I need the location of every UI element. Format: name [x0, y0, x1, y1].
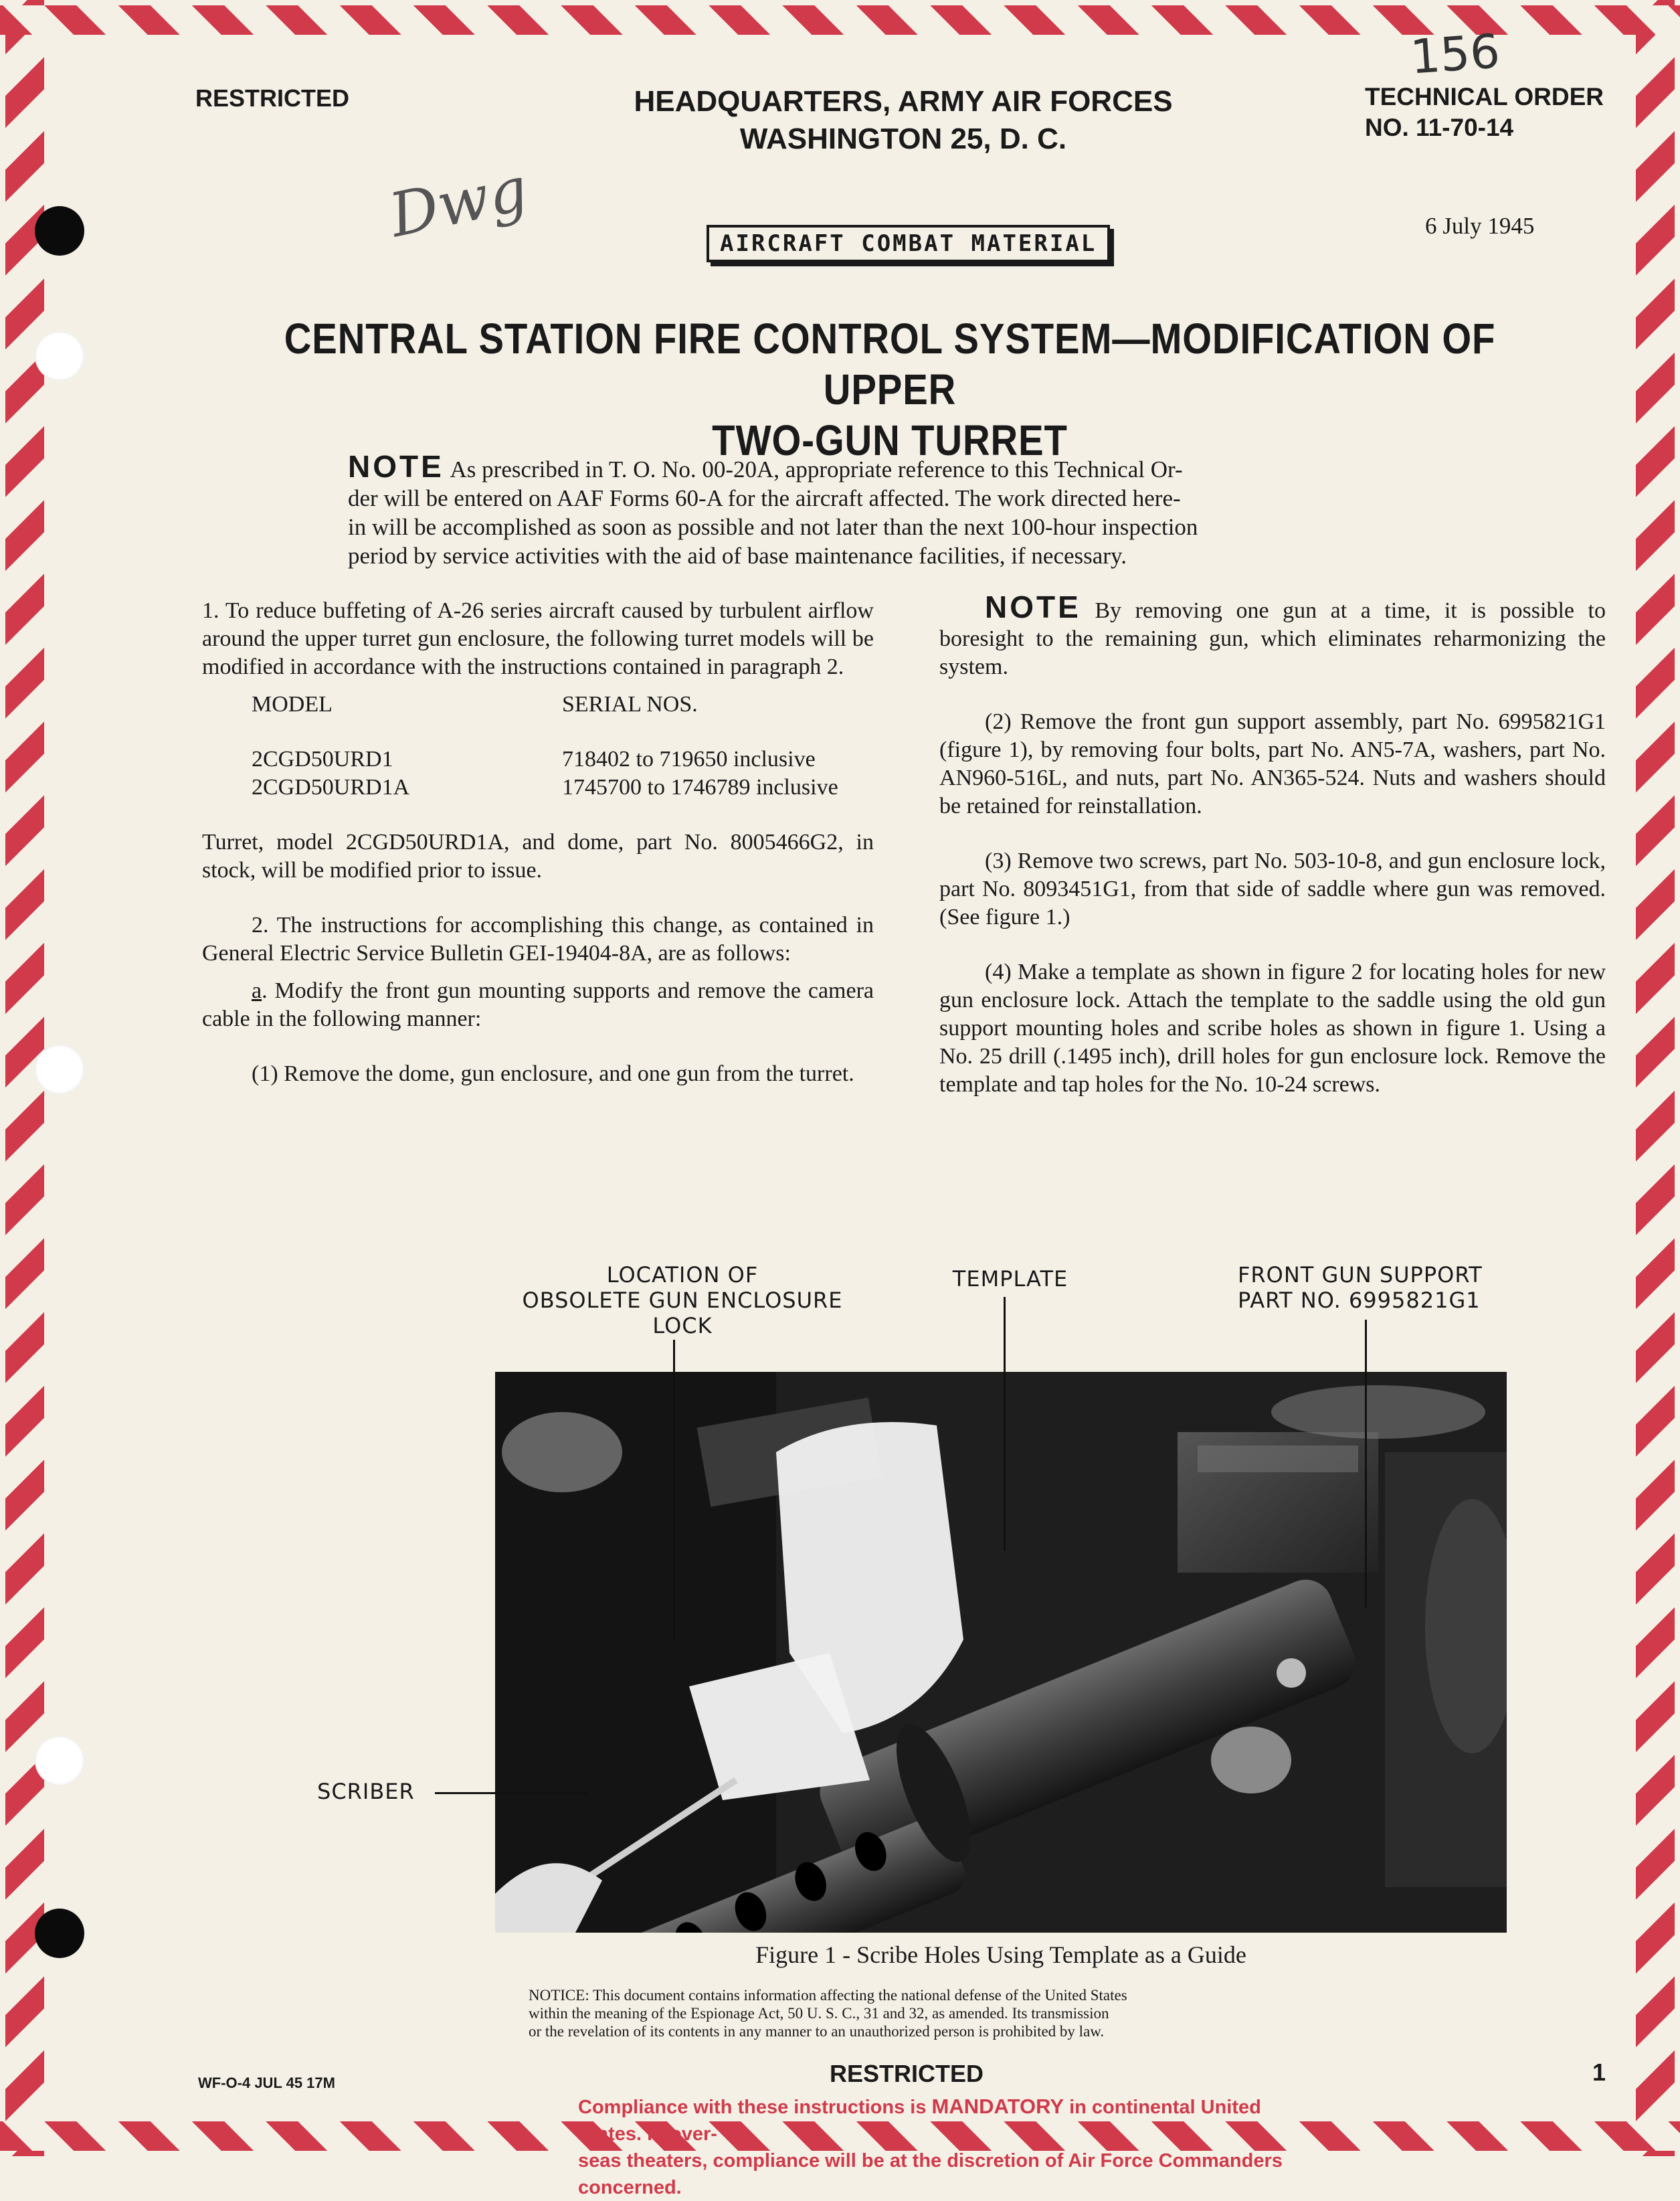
label-line: LOCATION OF — [606, 1262, 759, 1288]
step-4: (4) Make a template as shown in figure 2 for locating holes for new gun enclosure lock. Attach the template to the saddle using the old gun support mounting holes and scribe holes as shown in figure 1. Using a No. 25 drill (.1495 inch), drill holes for gun enclosure lock. Remove the template and tap holes for the No. 10-24 screws. — [939, 960, 1606, 1097]
top-note — [348, 449, 1479, 570]
paragraph-a — [202, 977, 874, 1033]
label-obsolete-lock — [468, 1262, 897, 1338]
table-row — [252, 774, 838, 802]
paragraph-turret: Turret, model 2CGD50URD1A, and dome, part No. 8005466G2, in stock, will be modified prior to issue. — [202, 830, 874, 883]
label-line: FRONT GUN SUPPORT — [1238, 1262, 1483, 1288]
turret-photo-illustration — [495, 1372, 1507, 1933]
leader-line — [1004, 1297, 1006, 1551]
label-front-gun-support — [1238, 1262, 1519, 1313]
note-line-1: As prescribed in T. O. No. 00-20A, appropriate reference to this Technical Or- — [450, 456, 1183, 482]
note-line-3: in will be accomplished as soon as possible and not later than the next 100-hour inspection — [348, 514, 1198, 540]
category-box: AIRCRAFT COMBAT MATERIAL — [707, 225, 1110, 262]
step-2: (2) Remove the front gun support assembly, part No. 6995821G1 (figure 1), by removing four bolts, part No. AN5-7A, washers, part No. AN960-516L, and nuts, part No. AN365-524. Nuts and washers should be retained for reinstallation. — [939, 709, 1606, 818]
model-header: MODEL — [252, 692, 333, 717]
right-note-head: NOTE — [985, 590, 1081, 624]
figure-1-photo — [495, 1372, 1507, 1933]
handwritten-initials: Dwg — [383, 153, 534, 252]
espionage-notice — [529, 1986, 1270, 2040]
leader-line — [435, 1792, 589, 1794]
left-column — [202, 597, 874, 1088]
restricted-top-label: RESTRICTED — [195, 84, 350, 112]
to-line-2: NO. 11-70-14 — [1365, 114, 1514, 141]
notice-line: within the meaning of the Espionage Act, 50 U. S. C., 31 and 32, as amended. Its transmission — [529, 2005, 1109, 2022]
notice-line: or the revelation of its contents in any manner to an unauthorized person is prohibited by law. — [529, 2023, 1105, 2040]
label-scriber: SCRIBER — [317, 1779, 415, 1804]
punch-hole — [35, 1045, 84, 1094]
compliance-text: in continental United States. In over- — [578, 2097, 1261, 2145]
step-1: (1) Remove the dome, gun enclosure, and one gun from the turret. — [252, 1061, 854, 1086]
serial-cell: 1745700 to 1746789 inclusive — [562, 775, 838, 800]
page-number: 1 — [1592, 2058, 1606, 2086]
print-code: WF-O-4 JUL 45 17M — [198, 2075, 335, 2091]
figure-caption: Figure 1 - Scribe Holes Using Template as a Guide — [755, 1941, 1246, 1968]
note-head: NOTE — [348, 449, 444, 484]
mandatory-word: MANDATORY — [931, 2095, 1064, 2118]
handwritten-number: 156 — [1408, 23, 1502, 85]
compliance-line-2: seas theaters, compliance will be at the discretion of Air Force Commanders concerned. — [578, 2150, 1283, 2198]
notice-line: NOTICE: This document contains information affecting the national defense of the United States — [529, 1987, 1127, 2004]
to-line-1: TECHNICAL ORDER — [1365, 83, 1604, 110]
label-template: TEMPLATE — [952, 1266, 1068, 1292]
title-line-2: TWO-GUN TURRET — [712, 416, 1068, 464]
punch-hole — [35, 1736, 84, 1785]
issue-date: 6 July 1945 — [1425, 213, 1535, 239]
punch-hole — [35, 331, 84, 381]
right-border-stripe — [1636, 0, 1675, 2156]
note-line-2: der will be entered on AAF Forms 60-A for the aircraft affected. The work directed here- — [348, 485, 1181, 511]
serial-header: SERIAL NOS. — [562, 692, 698, 717]
label-line: PART NO. 6995821G1 — [1238, 1288, 1481, 1313]
right-column — [939, 590, 1606, 1099]
serial-table — [252, 691, 838, 802]
paragraph-a-label: a — [252, 978, 262, 1003]
hq-line-1: HEADQUARTERS, ARMY AIR FORCES — [634, 85, 1173, 118]
paragraph-1: 1. To reduce buffeting of A-26 series aircraft caused by turbulent airflow around the upper turret gun enclosure, the following turret models will be modified in accordance with the instructions contained in paragraph 2. — [202, 598, 874, 679]
technical-order-number — [1365, 82, 1604, 143]
note-line-4: period by service activities with the aid of base maintenance facilities, if necessary. — [348, 543, 1127, 569]
table-row — [252, 745, 838, 774]
right-note-text: By removing one gun at a time, it is possible to boresight to the remaining gun, which eliminates reharmonizing the system. — [939, 598, 1606, 679]
compliance-text: Compliance with these instructions is — [578, 2097, 932, 2118]
label-line: LOCK — [652, 1313, 713, 1338]
hq-line-2: WASHINGTON 25, D. C. — [739, 122, 1067, 155]
serial-table-header — [252, 691, 838, 719]
step-3: (3) Remove two screws, part No. 503-10-8, and gun enclosure lock, part No. 8093451G1, from that side of saddle where gun was removed. (See figure 1.) — [939, 849, 1606, 930]
punch-hole — [35, 1909, 84, 1958]
leader-line — [1365, 1320, 1367, 1607]
punch-hole — [35, 206, 84, 256]
compliance-notice — [578, 2093, 1327, 2201]
hq-heading — [602, 83, 1204, 158]
title-line-1: CENTRAL STATION FIRE CONTROL SYSTEM—MODIFICATION OF UPPER — [284, 315, 1496, 414]
restricted-bottom-label: RESTRICTED — [830, 2060, 984, 2087]
label-line: OBSOLETE GUN ENCLOSURE — [522, 1288, 843, 1313]
leader-line — [673, 1340, 675, 1641]
paragraph-a-text: . Modify the front gun mounting supports and remove the camera cable in the following manner: — [202, 978, 874, 1031]
model-cell: 2CGD50URD1 — [252, 747, 393, 772]
paragraph-2: 2. The instructions for accomplishing this change, as contained in General Electric Service Bulletin GEI-19404-8A, are as follows: — [202, 913, 874, 966]
document-title — [201, 313, 1579, 466]
serial-cell: 718402 to 719650 inclusive — [562, 747, 816, 772]
model-cell: 2CGD50URD1A — [252, 775, 410, 800]
right-note — [939, 590, 1606, 681]
